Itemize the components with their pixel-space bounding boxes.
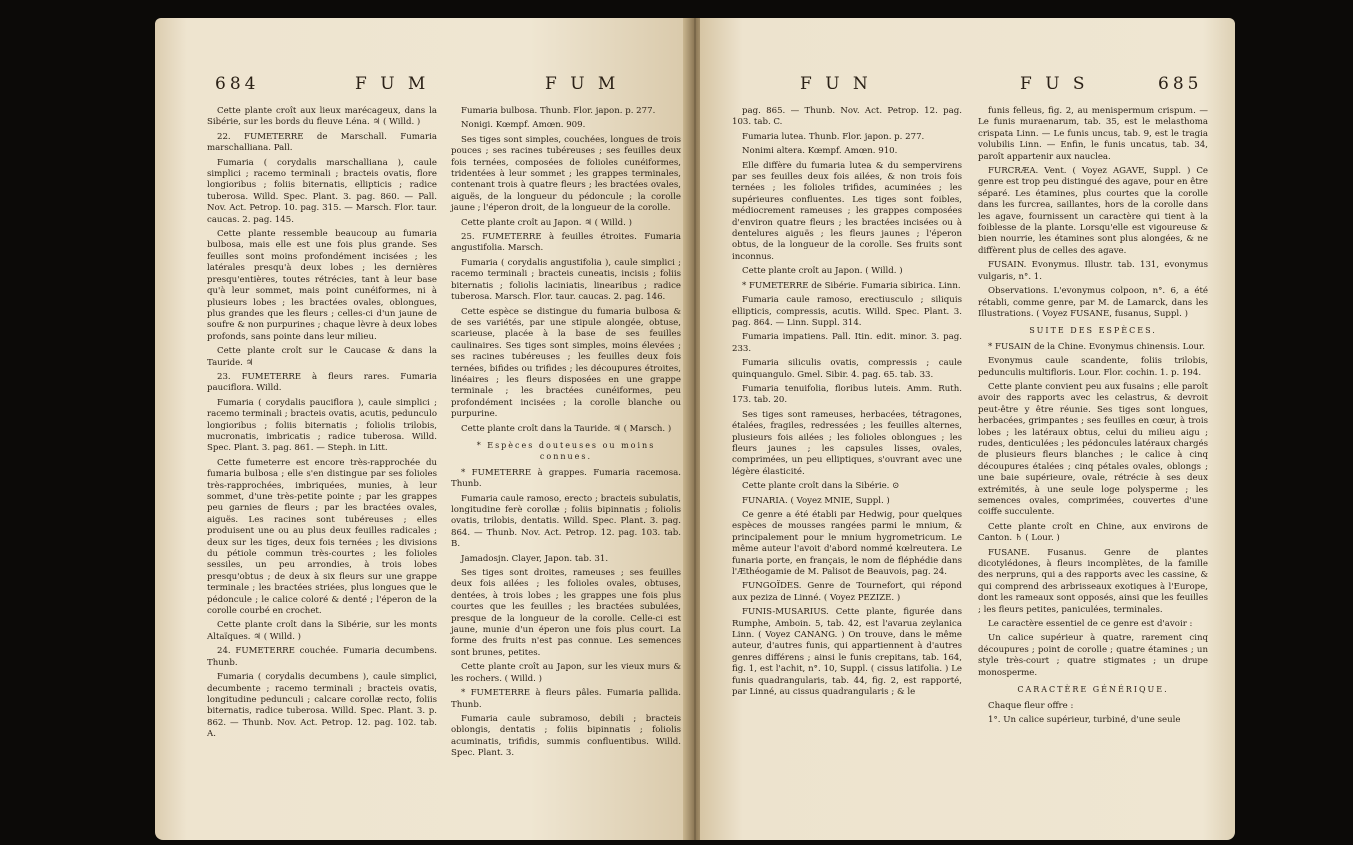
paragraph: Fumaria ( corydalis pauciflora ), caule simplici ; racemo terminali ; bracteis ovatis, acutis, pedunculo longioribus ; foliis biternatis ; foliolis trilobis, mucronatis, imbricatis ; radice tuberosa. Willd. Spec. Plant. 3. pag. 861. — Steph. in Litt.: [207, 397, 437, 454]
right-header-title-2: F U S: [1020, 74, 1089, 94]
paragraph: Chaque fleur offre :: [988, 700, 1074, 711]
entry-heading: * FUSAIN de la Chine. Evonymus chinensis. Lour.: [988, 341, 1205, 352]
paragraph: Cette plante croît sur le Caucase & dans la Tauride. ♃: [207, 346, 437, 368]
paragraph: Ses tiges sont rameuses, herbacées, tétragones, étalées, fragiles, redressées ; les feuilles alternes, plusieurs fois ailées ; les folioles oblongues ; les fleurs jaunes ; les capsules lisses, ovales, comprimées, un peu elliptiques, s'ouvrant avec une légère élasticité.: [732, 409, 962, 477]
entry-heading: FUNIS-MUSARIUS. Cette plante, figurée dans Rumphe, Amboin. 5, tab. 42, est l'avarua zeylanica Linn. ( Voyez CANANG. ) On trouve, dans le même auteur, d'autres funis, qui appartiennent à d'autres genres différens ; ainsi le funis crepitans, tab. 164, fig. 1, est l'achit, n°. 10, Suppl. ( cissus latifolia. ) Le funis quadrangularis, tab. 44, fig. 2, est rapporté, par Linné, au cissus quadrangularis ; & le: [732, 607, 962, 698]
paragraph: Cette plante croît en Chine, aux environs de Canton. ♄ ( Lour. ): [978, 521, 1208, 544]
entry-heading: FURCRÆA. Vent. ( Voyez AGAVE, Suppl. ) Ce genre est trop peu distingué des agave, pour en être séparé. Les étamines, plus courtes que la corolle dans les furcrea, saillantes, hors de la corolle dans les agave, fournissent un caractère qui tient à la foiblesse de la plante. Lorsqu'elle est vigoureuse & bien nourrie, les étamines sont plus alongées, & ne diffèrent plus de celles des agave.: [978, 166, 1208, 256]
paragraph: Evonymus caule scandente, foliis trilobis, pedunculis multifloris. Lour. Flor. cochin. 1. p. 194.: [978, 356, 1208, 378]
paragraph: Ses tiges sont simples, couchées, longues de trois pouces ; ses racines tubéreuses ; ses feuilles deux fois ternées, composées de folioles cunéiformes, tridentées à leur sommet ; les grappes terminales, contenant trois à quatre fleurs ; les bractées ovales, aiguës, de la longueur du pédoncule ; la corolle jaune ; l'éperon droit, de la longueur de la corolle.: [451, 134, 681, 214]
paragraph: Fumaria siliculis ovatis, compressis ; caule quinquangulo. Gmel. Sibir. 4. pag. 65. tab. 33.: [732, 358, 962, 380]
paragraph: Cette plante croît au Japon. ( Willd. ): [742, 266, 903, 277]
paragraph: Cette plante croît aux lieux marécageux, dans la Sibérie, sur les bords du fleuve Léna. ♃ ( Willd. ): [207, 106, 437, 128]
section-heading: * Espèces douteuses ou moins connues.: [476, 440, 656, 462]
paragraph: Cette espèce se distingue du fumaria bulbosa & de ses variétés, par une stipule alongée, obtuse, scarieuse, placée à la base de ses feuilles caulinaires. Ses tiges sont simples, moins élevées ; ses racines tubéreuses ; les feuilles deux fois ternées, bifides ou trifides ; les découpures étroites, linéaires ; les fleurs disposées en une grappe terminale ; les bractées cunéiformes, peu profondément incisées ; la corolle blanche ou purpurine.: [451, 306, 681, 420]
paragraph: Fumaria caule ramoso, erectiusculo ; siliquis ellipticis, compressis, acutis. Willd. Spec. Plant. 3. pag. 864. — Linn. Suppl. 314.: [732, 295, 962, 328]
paragraph: Cette fumeterre est encore très-rapprochée du fumaria bulbosa ; elle s'en distingue par ses folioles très-rapprochées, imbriquées, munies, à leur sommet, d'une très-petite pointe ; par les grappes peu garnies de fleurs ; par les bractées ovales, aiguës. Les racines sont tubéreuses ; elles produisent une ou au plus deux feuilles radicales ; deux sur les tiges, deux fois ternées ; les divisions du pétiole commun très-courtes ; les folioles sessiles, un peu arrondies, à trois lobes presqu'obtus ; de deux à six fleurs sur une grappe terminale ; les bractées striées, plus longues que le pédoncule ; le calice coloré & denté ; l'éperon de la corolle courbé en crochet.: [207, 457, 437, 617]
right-header-title-1: F U N: [800, 74, 872, 94]
paragraph: Cette plante croît au Japon, sur les vieux murs & les rochers. ( Willd. ): [451, 662, 681, 684]
paragraph: Cette plante croît au Japon. ♃ ( Willd. ): [461, 217, 632, 228]
paragraph: Ce genre a été établi par Hedwig, pour quelques espèces de mousses rangées parmi le mnium, & principalement pour le mnium hygrometricum. Le même auteur l'avoit d'abord nommé kœlreutera. Le funaria porte, en français, le nom de fléphédie dans l'Æthéogamie de M. Palisot de Beauvois, pag. 24.: [732, 510, 962, 578]
page-number-left: 684: [215, 74, 260, 94]
paragraph: Cette plante croît dans la Sibérie. ⊙: [742, 481, 900, 492]
paragraph: Ses tiges sont droites, rameuses ; ses feuilles deux fois ailées ; les folioles ovales, obtuses, dentées, à trois lobes ; les grappes une fois plus courtes que les feuilles ; les bractées subulées, presque de la longueur de la corolle. Celle-ci est jaune, munie d'un éperon une fois plus court. La forme des fruits n'est pas connue. Les semences sont brunes, petites.: [451, 568, 681, 658]
paragraph: Nonimi altera. Kœmpf. Amœn. 910.: [742, 146, 898, 157]
paragraph: Fumaria lutea. Thunb. Flor. japon. p. 277.: [742, 131, 925, 142]
right-page-header: [700, 74, 1235, 98]
entry-heading: * FUMETERRE de Sibérie. Fumaria sibirica. Linn.: [742, 280, 961, 291]
left-header-title-2: F U M: [545, 74, 620, 94]
entry-heading: FUNGOÏDES. Genre de Tournefort, qui répond aux peziza de Linné. ( Voyez PEZIZE. ): [732, 581, 962, 603]
right-page: [700, 18, 1235, 840]
paragraph: Fumaria ( corydalis angustifolia ), caule simplici ; racemo terminali ; bracteis cuneatis, incisis ; foliis biternatis ; foliolis laciniatis, linearibus ; radice tuberosa. Marsch. Flor. taur. caucas. 2. pag. 146.: [451, 257, 681, 303]
entry-heading: FUNARIA. ( Voyez MNIE, Suppl. ): [742, 495, 890, 506]
paragraph: Observations. L'evonymus colpoon, n°. 6, a été rétabli, comme genre, par M. de Lamarck, dans les Illustrations. ( Voyez FUSANE, fusanus, Suppl. ): [978, 286, 1208, 319]
paragraph: 1°. Un calice supérieur, turbiné, d'une seule: [988, 714, 1181, 725]
entry-heading: 23. FUMETERRE à fleurs rares. Fumaria pauciflora. Willd.: [207, 371, 437, 394]
paragraph: Fumaria bulbosa. Thunb. Flor. japon. p. 277.: [461, 106, 656, 116]
paragraph: Fumaria tenuifolia, floribus luteis. Amm. Ruth. 173. tab. 20.: [732, 383, 962, 406]
open-book: [155, 18, 1235, 840]
paragraph: Nonigi. Kœmpf. Amœn. 909.: [461, 120, 586, 131]
left-page-column-1: [207, 106, 437, 744]
paragraph: Cette plante ressemble beaucoup au fumaria bulbosa, mais elle est une fois plus grande. Ses feuilles sont moins profondément incisées ; les latérales presqu'à deux lobes ; les dernières presqu'entières, toutes rétrécies, tant à leur base qu'à leur sommet, mais point cunéiformes, ni à plusieurs lobes ; les bractées ovales, oblongues, plus grandes que les fleurs ; celles-ci d'un jaune de soufre & non purpurines ; chaque lèvre à deux lobes profonds, sans pointe dans leur milieu.: [207, 229, 437, 342]
paragraph: Fumaria caule subramoso, debili ; bracteis oblongis, dentatis ; foliis bipinnatis ; foliolis acuminatis, trifidis, summis confluentibus. Willd. Spec. Plant. 3.: [451, 713, 681, 759]
page-number-right: 685: [1158, 74, 1203, 94]
paragraph: pag. 865. — Thunb. Nov. Act. Petrop. 12. pag. 103. tab. C.: [732, 106, 962, 128]
left-page: [155, 18, 690, 840]
left-page-column-2: [451, 106, 681, 763]
entry-heading: * FUMETERRE à fleurs pâles. Fumaria pallida. Thunb.: [451, 688, 681, 710]
left-header-title-1: F U M: [355, 74, 430, 94]
entry-heading: 24. FUMETERRE couchée. Fumaria decumbens. Thunb.: [207, 646, 437, 668]
paragraph: Un calice supérieur à quatre, rarement cinq découpures ; point de corolle ; quatre étamines ; un style très-court ; quatre stigmates ; un drupe monosperme.: [978, 633, 1208, 678]
section-heading: SUITE DES ESPÈCES.: [1029, 326, 1157, 336]
paragraph: Cette plante croît dans la Tauride. ♃ ( Marsch. ): [461, 423, 672, 434]
paragraph: Fumaria caule ramoso, erecto ; bracteis subulatis, longitudine ferè corollæ ; foliis bipinnatis ; foliolis ovatis, trilobis, dentatis. Willd. Spec. Plant. 3. pag. 864. — Thunb. Nov. Act. Petrop. 12. pag. 103. tab. B.: [451, 493, 681, 550]
right-page-column-2: [978, 106, 1208, 729]
left-page-header: [155, 74, 690, 98]
paragraph: Fumaria impatiens. Pall. Itin. edit. minor. 3. pag. 233.: [732, 332, 962, 354]
paragraph: Fumaria ( corydalis marschalliana ), caule simplici ; racemo terminali ; bracteis ovatis, flore longioribus ; foliis biternatis, ellipticis ; radice tuberosa. Willd. Spec. Plant. 3. pag. 860. — Pall. Nov. Act. Petrop. 10. pag. 315. — Marsch. Flor. taur. caucas. 2. pag. 145.: [207, 157, 437, 225]
paragraph: Fumaria ( corydalis decumbens ), caule simplici, decumbente ; racemo terminali ; bracteis ovatis, longitudine pedunculi ; calcare corollæ recto, foliis biternatis, radice tuberosa. Willd. Spec. Plant. 3. p. 862. — Thunb. Nov. Act. Petrop. 12. pag. 102. tab. A.: [207, 672, 437, 740]
paragraph: Elle diffère du fumaria lutea & du sempervirens par ses feuilles deux fois ailées, & non trois fois ternées ; les folioles trifides, acuminées ; les supérieures confluentes. Les tiges sont foibles, médiocrement rameuses ; les grappes composées d'environ quatre fleurs ; les bractées incisées ou à dentelures aiguës ; les fleurs jaunes ; l'éperon obtus, de la longueur de la corolle. Ses fruits sont inconnus.: [732, 160, 962, 262]
right-page-column-1: [732, 106, 962, 702]
paragraph: Jamadosjn. Clayer, Japon. tab. 31.: [461, 553, 609, 564]
entry-heading: FUSANE. Fusanus. Genre de plantes dicotylédones, à fleurs incomplètes, de la famille des nerpruns, qui a des rapports avec les cassine, & qui comprend des arbrisseaux exotiques à l'Europe, dont les rameaux sont opposés, ainsi que les feuilles ; les fleurs petites, paniculées, terminales.: [978, 547, 1208, 615]
paragraph: funis felleus, fig. 2, au menispermum crispum. — Le funis muraenarum, tab. 35, est le melasthoma crispata Linn. — Le funis uncus, tab. 9, est le tragia volubilis Linn. — Enfin, le funis uncatus, tab. 34, paroît appartenir aux nauclea.: [978, 106, 1208, 162]
paragraph: Le caractère essentiel de ce genre est d'avoir :: [988, 619, 1193, 630]
paragraph: Cette plante croît dans la Sibérie, sur les monts Altaïques. ♃ ( Willd. ): [207, 620, 437, 642]
entry-heading: 22. FUMETERRE de Marschall. Fumaria marschalliana. Pall.: [207, 131, 437, 154]
entry-heading: FUSAIN. Evonymus. Illustr. tab. 131, evonymus vulgaris, n°. 1.: [978, 260, 1208, 282]
paragraph: Cette plante convient peu aux fusains ; elle paroît avoir des rapports avec les celastrus, & devroit peut-être y être réunie. Ses tiges sont longues, herbacées, grimpantes ; ses feuilles en cœur, à trois lobes ; les latéraux obtus, celui du milieu aigu ; rudes, denticulées ; les pédoncules latéraux chargés de plusieurs fleurs blanches ; le calice à cinq découpures étalées ; cinq pétales ovales, oblongs ; une baie supérieure, ovale, rétrécie à ses deux extrémités, à une seule loge polysperme ; les semences ovales, comprimées, couvertes d'une coiffe succulente.: [978, 381, 1208, 518]
section-heading: CARACTÈRE GÉNÉRIQUE.: [1017, 685, 1169, 695]
entry-heading: 25. FUMETERRE à feuilles étroites. Fumaria angustifolia. Marsch.: [451, 232, 681, 254]
entry-heading: * FUMETERRE à grappes. Fumaria racemosa. Thunb.: [451, 467, 681, 490]
